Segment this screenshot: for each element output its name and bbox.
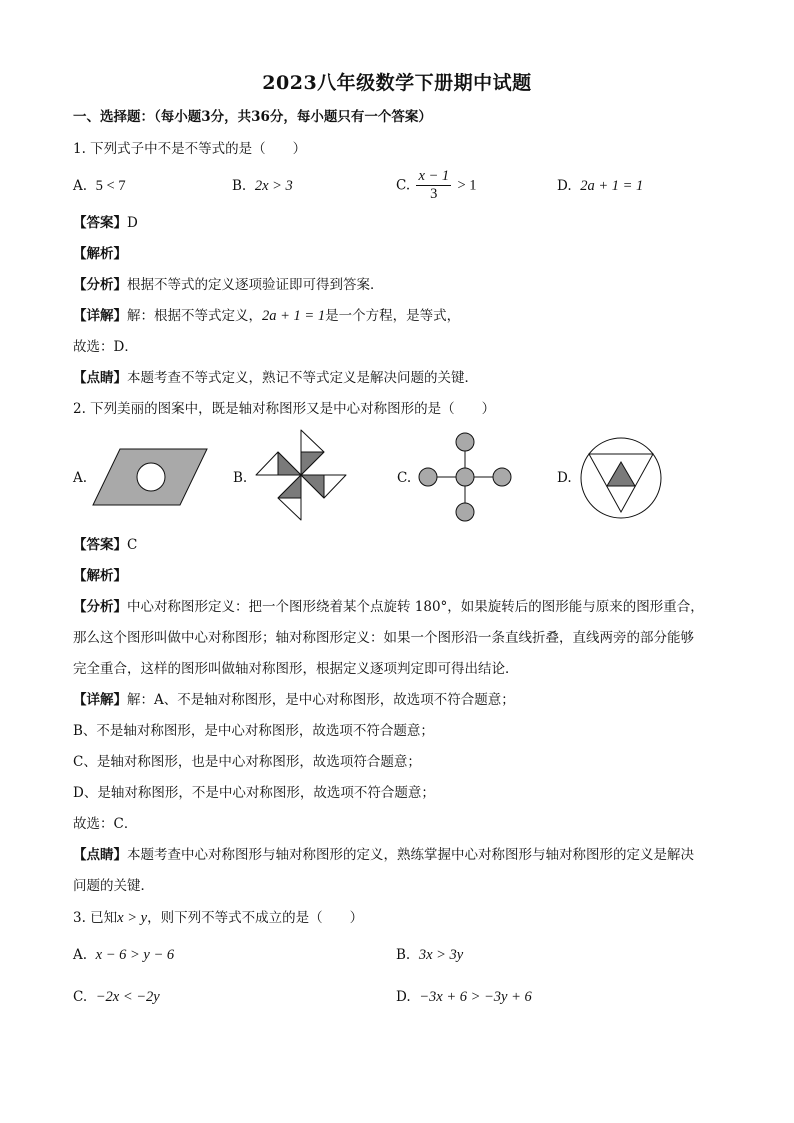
section-heading: 一、选择题：（每小题3分，共36分，每小题只有一个答案） (73, 109, 432, 125)
fenxi-tag: 【分析】 (73, 277, 127, 293)
dianjing-tag: 【点睛】 (73, 370, 127, 386)
q2-detail-line2: B、不是轴对称图形，是中心对称图形，故选项不符合题意； (73, 723, 434, 739)
option-label: C. (396, 177, 411, 194)
q2-choose: 故选：C． (73, 816, 138, 832)
option-label: C. (73, 989, 88, 1005)
option-expr: 2a + 1 = 1 (580, 178, 644, 194)
answer-value: D (127, 215, 138, 231)
fenxi-tag: 【分析】 (73, 599, 127, 615)
cross-circles-figure (415, 430, 515, 524)
q2-option-b-label[interactable]: B. (233, 470, 248, 486)
parallelogram-figure (92, 446, 210, 508)
q1-option-c[interactable] (396, 168, 477, 203)
dianjing-text: 本题考查中心对称图形与轴对称图形的定义，熟练掌握中心对称图形与轴对称图形的定义是解决 (127, 847, 694, 863)
detail-tag: 【详解】 (73, 692, 127, 708)
option-expr: −3x + 6 > −3y + 6 (419, 989, 532, 1005)
q2-detail-line4: D、是轴对称图形，不是中心对称图形，故选项不符合题意； (73, 785, 435, 801)
option-expr: 3x > 3y (418, 947, 464, 963)
detail-tag: 【详解】 (73, 308, 127, 324)
q2-answer (73, 536, 137, 554)
dianjing-text: 本题考查不等式定义，熟记不等式定义是解决问题的关键． (127, 370, 478, 386)
option-expr: 2x > 3 (254, 178, 293, 194)
fraction-numerator: x − 1 (418, 168, 450, 184)
answer-value: C (127, 537, 138, 553)
q2-analysis-tag: 【解析】 (73, 568, 127, 584)
q1-option-d[interactable] (557, 177, 643, 195)
q1-option-a[interactable] (73, 177, 126, 195)
q2-stem: 2. 下列美丽的图案中，既是轴对称图形又是中心对称图形的是（ ） (73, 401, 496, 417)
option-label: B. (232, 178, 247, 194)
q1-dianjing (73, 369, 478, 387)
q2-fenxi-line2: 那么这个图形叫做中心对称图形；轴对称图形定义：如果一个图形沿一条直线折叠，直线两旁的部分能够 (73, 630, 694, 646)
stem-text: ，则下列不等式不成立的是（ ） (147, 910, 364, 926)
fraction (416, 168, 451, 203)
q2-detail-line1 (73, 691, 515, 709)
q2-detail-line3: C、是轴对称图形，也是中心对称图形，故选项符合题意； (73, 754, 421, 770)
q1-answer (73, 214, 138, 232)
q2-option-a-label[interactable]: A. (73, 470, 88, 486)
option-label: D. (396, 989, 411, 1005)
option-label: A. (73, 947, 88, 963)
q1-fenxi (73, 276, 384, 294)
answer-tag: 【答案】 (73, 215, 127, 231)
q2-fenxi-line3: 完全重合，这样的图形叫做轴对称图形，根据定义逐项判定即可得出结论． (73, 661, 519, 677)
q3-option-a[interactable] (73, 946, 174, 964)
detail-text: 解：A、不是轴对称图形，是中心对称图形，故选项不符合题意； (127, 692, 515, 708)
q3-stem (73, 909, 363, 927)
q2-option-c-label[interactable]: C. (397, 470, 412, 486)
q3-option-d[interactable] (396, 988, 532, 1006)
option-expr: 5 < 7 (95, 178, 126, 194)
q1-analysis-tag: 【解析】 (73, 246, 127, 262)
option-label: A. (73, 178, 88, 194)
q3-option-c[interactable] (73, 988, 160, 1006)
fraction-denominator: 3 (430, 186, 438, 202)
q2-dianjing-line2: 问题的关键． (73, 878, 154, 894)
q1-choose: 故选：D． (73, 339, 138, 355)
option-label: B. (396, 947, 411, 963)
option-expr: x − 6 > y − 6 (95, 947, 175, 963)
dianjing-tag: 【点睛】 (73, 847, 127, 863)
q2-option-d-label[interactable]: D. (557, 470, 572, 486)
fenxi-text: 根据不等式的定义逐项验证即可得到答案． (127, 277, 384, 293)
answer-tag: 【答案】 (73, 537, 127, 553)
detail-expr: 2a + 1 = 1 (262, 308, 326, 324)
pinwheel-figure (254, 428, 348, 522)
detail-text: 是一个方程，是等式， (325, 308, 461, 324)
option-expr: > 1 (457, 177, 477, 194)
detail-text: 解：根据不等式定义， (127, 308, 262, 324)
circle-triangle-figure (579, 436, 663, 520)
page-title: 2023八年级数学下册期中试题 (262, 72, 532, 94)
option-label: D. (557, 178, 572, 194)
q1-option-b[interactable] (232, 177, 293, 195)
q1-detail (73, 307, 460, 325)
fenxi-text: 中心对称图形定义：把一个图形绕着某个点旋转 180°，如果旋转后的图形能与原来的图形重合， (127, 599, 704, 615)
option-expr: −2x < −2y (95, 989, 160, 1005)
q3-option-b[interactable] (396, 946, 463, 964)
q2-dianjing-line1 (73, 846, 694, 864)
q1-stem: 1. 下列式子中不是不等式的是（ ） (73, 141, 307, 157)
stem-expr: x > y (117, 910, 148, 926)
q2-fenxi-line1 (73, 598, 704, 616)
stem-text: 3. 已知 (73, 910, 118, 926)
